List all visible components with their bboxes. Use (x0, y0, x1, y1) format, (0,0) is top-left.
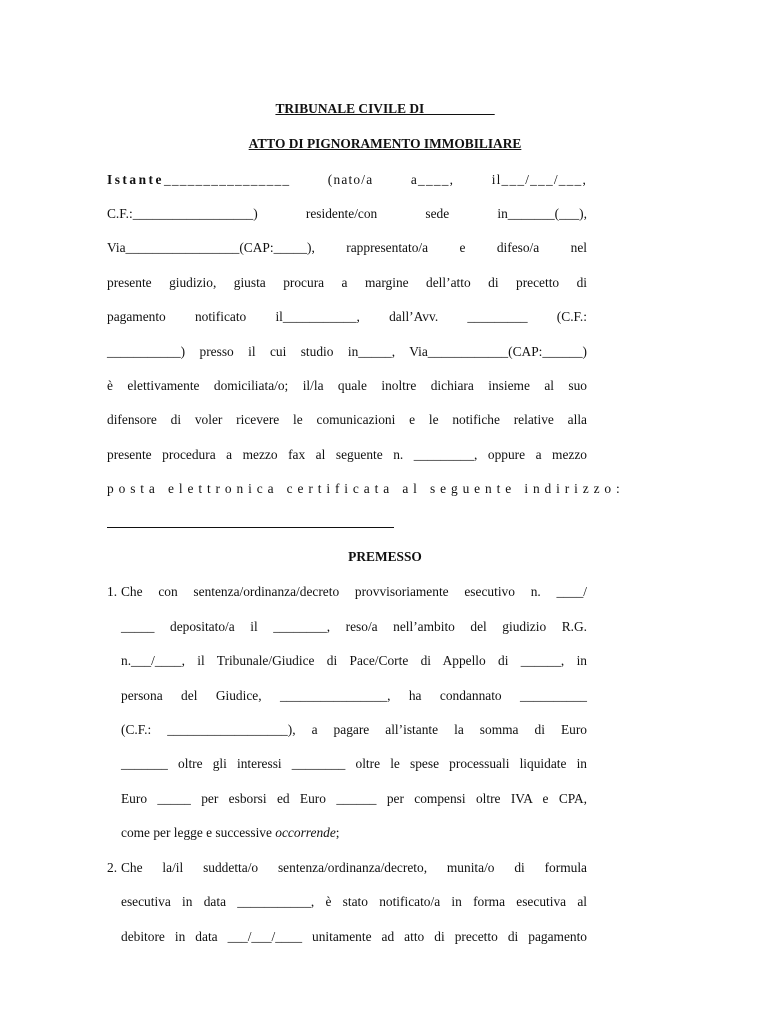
item-line: _____ depositato/a il ________, reso/a nell’ambito del giudizio R.G. (121, 619, 587, 634)
court-heading (0, 101, 770, 117)
item-number: 2. (107, 860, 118, 875)
intro-line-text: posta elettronica certificata al seguente indirizzo: (107, 481, 625, 496)
item-line: persona del Giudice, ________________, ha condannato __________ (121, 688, 587, 703)
intro-line-text: difensore di voler ricevere le comunicazioni e le notifiche relative alla (107, 412, 587, 427)
intro-line-text: pagamento notificato il___________, dall’Avv. _________ (C.F.: (107, 309, 587, 324)
item-line-text: ; (335, 825, 340, 840)
section-heading: PREMESSO (348, 549, 422, 564)
item-line: esecutiva in data ___________, è stato notificato/a in forma esecutiva al (121, 894, 587, 909)
intro-line-text: presente procedura a mezzo fax al seguente n. _________, oppure a mezzo (107, 447, 587, 462)
intro-line (107, 447, 587, 463)
intro-line (107, 240, 587, 256)
intro-line (107, 378, 587, 394)
item-line (121, 825, 587, 841)
intro-line-text: Via_________________(CAP:_____), rappresentato/a e difeso/a nel (107, 240, 587, 255)
item-line: n.___/____, il Tribunale/Giudice di Pace/Corte di Appello di ______, in (121, 653, 587, 668)
intro-line (107, 344, 587, 360)
address-blank-rule (107, 527, 394, 528)
intro-line (107, 412, 587, 428)
intro-line-text: ___________) presso il cui studio in_____, Via____________(CAP:______) (107, 344, 587, 359)
item-number: 1. (107, 584, 118, 599)
item-line: Euro _____ per esborsi ed Euro ______ per compensi oltre IVA e CPA, (121, 791, 587, 806)
intro-line (107, 172, 587, 188)
intro-line (107, 206, 587, 222)
intro-line (107, 481, 625, 497)
item-line: Che la/il suddetta/o sentenza/ordinanza/decreto, munita/o di formula (121, 860, 587, 875)
item-line: Che con sentenza/ordinanza/decreto provvisoriamente esecutivo n. ____/ (121, 584, 587, 599)
istante-label: Istante (107, 172, 164, 187)
item-line: (C.F.: __________________), a pagare all’istante la somma di Euro (121, 722, 587, 737)
item-line: _______ oltre gli interessi ________ oltre le spese processuali liquidate in (121, 756, 587, 771)
court-heading-text: TRIBUNALE CIVILE DI __________ (275, 101, 495, 116)
intro-line (107, 275, 587, 291)
intro-line (107, 309, 587, 325)
intro-line-text: è elettivamente domiciliata/o; il/la quale inoltre dichiara insieme al suo (107, 378, 587, 393)
item-line-italic: occorrende (275, 825, 336, 840)
item-line-text: come per legge e successive (121, 825, 276, 840)
document-title (0, 136, 770, 152)
intro-line-text: C.F.:__________________) residente/con sede in_______(___), (107, 206, 587, 221)
document-title-text: ATTO DI PIGNORAMENTO IMMOBILIARE (248, 136, 522, 151)
intro-line-text: presente giudizio, giusta procura a margine dell’atto di precetto di (107, 275, 587, 290)
intro-line-text: ________________ (nato/a a____, il___/___/___, (163, 172, 587, 187)
item-line: debitore in data ___/___/____ unitamente ad atto di precetto di pagamento (121, 929, 587, 944)
